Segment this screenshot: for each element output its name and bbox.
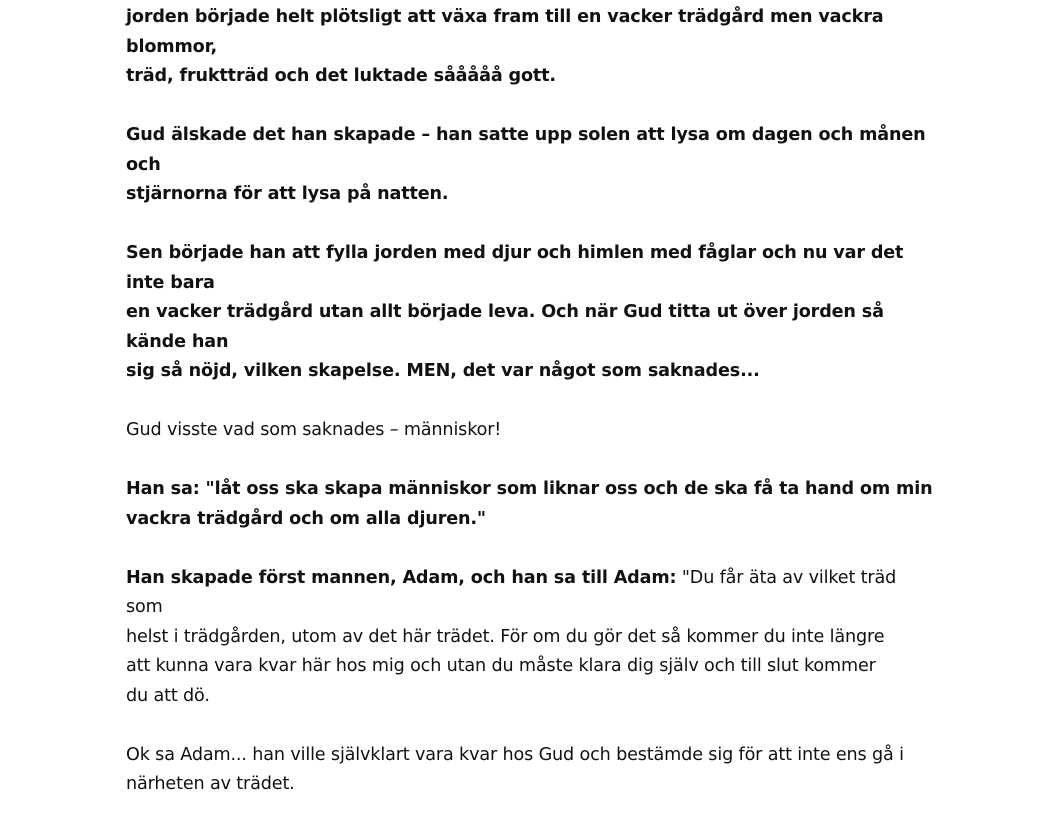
text-line-rest: "Du får äta av vilket träd som <box>126 567 897 617</box>
text-line: närheten av trädet. <box>126 774 295 794</box>
text-line: Sen började han att fylla jorden med djur och himlen med fåglar och nu var det inte bara <box>126 243 904 293</box>
text-line: Ok sa Adam... han ville självklart vara kvar hos Gud och bestämde sig för att inte ens gå i <box>126 744 904 765</box>
text-lead-bold: Han skapade först mannen, Adam, och han sa till Adam: <box>126 567 677 588</box>
text-line: helst i trädgården, utom av det här trädet. För om du gör det så kommer du inte längre <box>126 626 885 647</box>
text-line: en vacker trädgård utan allt började leva. Och när Gud titta ut över jorden så kände han <box>126 302 884 352</box>
text-line: stjärnorna för att lysa på natten. <box>126 184 449 204</box>
text-line: träd, fruktträd och det luktade sååååå gott. <box>126 66 556 86</box>
text-line: att kunna vara kvar här hos mig och utan du måste klara dig själv och till slut kommer <box>126 656 876 676</box>
text-line: du att dö. <box>126 685 210 706</box>
paragraph-missing-people <box>126 416 936 446</box>
paragraph-animals <box>126 239 936 387</box>
paragraph-god-quote <box>126 475 936 534</box>
text-line: sig så nöjd, vilken skapelse. MEN, det var något som saknades... <box>126 361 760 381</box>
paragraph-adam-command <box>126 564 936 712</box>
text-line: vackra trädgård och om alla djuren." <box>126 508 486 529</box>
text-line: Gud visste vad som saknades – människor! <box>126 420 502 440</box>
paragraph-adam-response <box>126 741 936 800</box>
paragraph-sun-moon <box>126 121 936 210</box>
text-line: jorden började helt plötsligt att växa fram till en vacker trädgård men vackra blommor, <box>126 7 884 57</box>
document-page <box>126 3 936 829</box>
text-line: Han sa: "låt oss ska skapa människor som liknar oss och de ska få ta hand om min <box>126 479 933 499</box>
text-line: Gud älskade det han skapade – han satte upp solen att lysa om dagen och månen och <box>126 125 926 175</box>
paragraph-garden <box>126 3 936 92</box>
